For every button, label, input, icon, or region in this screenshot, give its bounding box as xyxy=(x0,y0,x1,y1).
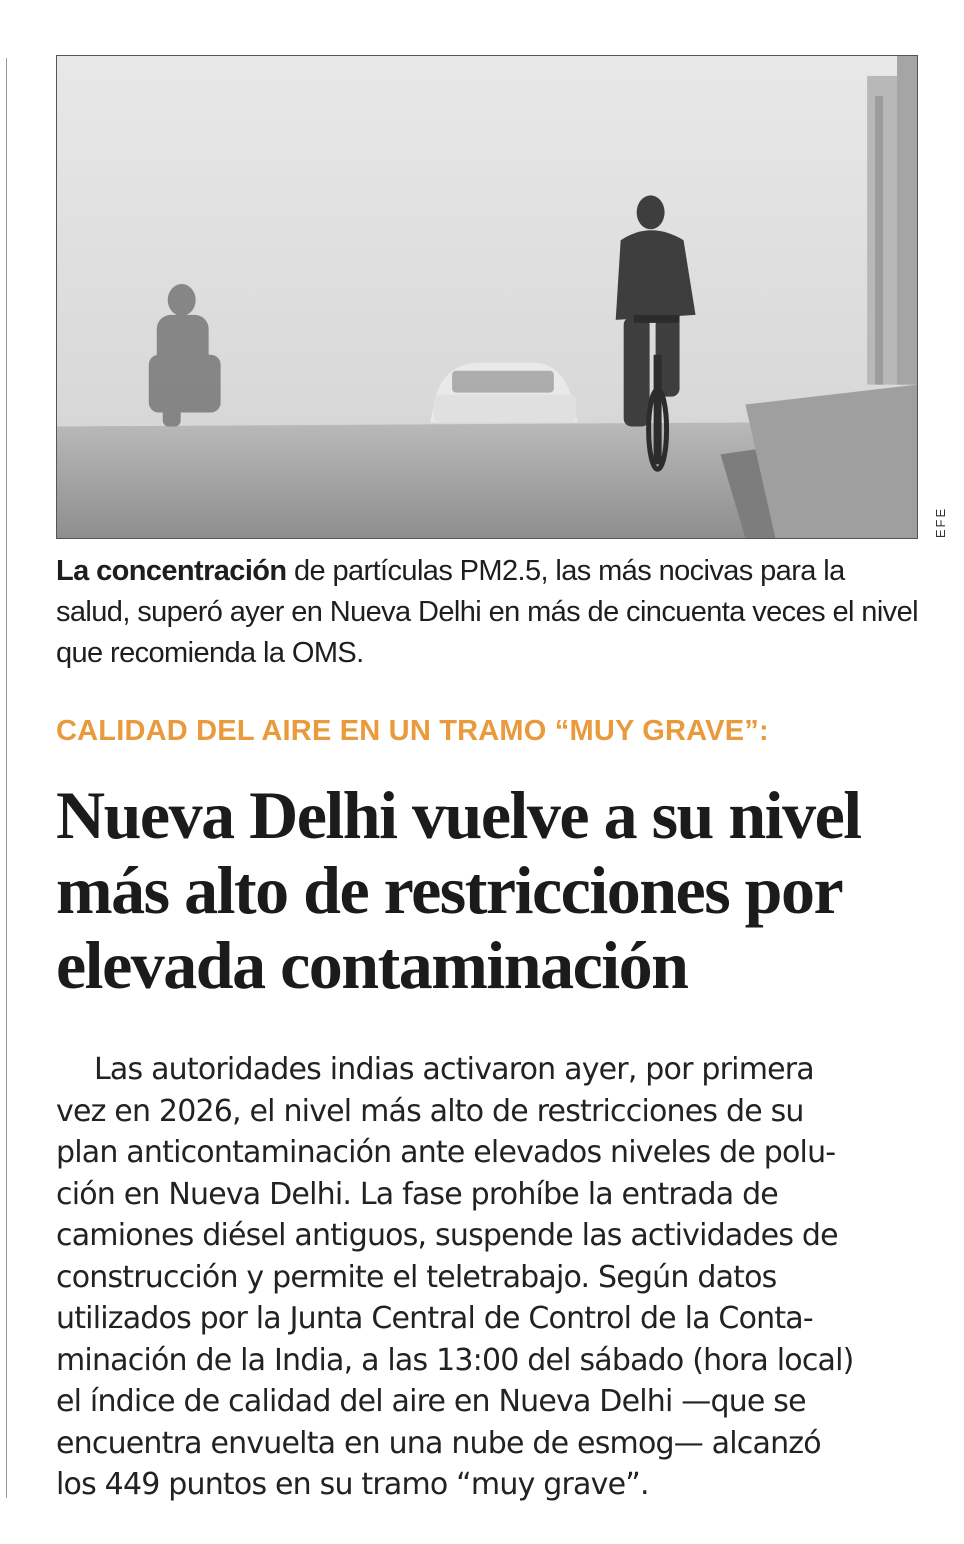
caption-text: de partículas PM2.5, las más nocivas para la salud, superó ayer en Nueva Delhi en más de cincuenta veces el nivel que recomienda la OMS. xyxy=(56,555,918,669)
body-line: construcción y permite el teletrabajo. Según datos xyxy=(56,1259,777,1295)
headline-line: Nueva Delhi vuelve a su nivel xyxy=(56,777,861,853)
photo-caption xyxy=(56,551,922,674)
photo-credit xyxy=(922,504,960,540)
news-photo xyxy=(56,55,918,539)
body-line: utilizados por la Junta Central de Control de la Conta- xyxy=(56,1301,813,1336)
body-line: los 449 puntos en su tramo “muy grave”. xyxy=(56,1467,649,1502)
photo-credit-text: EFE xyxy=(933,506,949,538)
body-line: plan anticontaminación ante elevados niveles de polu- xyxy=(56,1135,836,1170)
headline-line: elevada contaminación xyxy=(56,927,688,1003)
caption-lead: La concentración xyxy=(56,555,287,587)
body-line: ción en Nueva Delhi. La fase prohíbe la entrada de xyxy=(56,1176,778,1212)
body-line: camiones diésel antiguos, suspende las actividades de xyxy=(56,1218,838,1253)
body-line: encuentra envuelta en una nube de esmog— alcanzó xyxy=(56,1425,821,1461)
body-line: el índice de calidad del aire en Nueva Delhi —que se xyxy=(56,1384,806,1419)
headline xyxy=(56,778,936,1003)
section-kicker: CALIDAD DEL AIRE EN UN TRAMO “MUY GRAVE”: xyxy=(56,715,769,747)
headline-line: más alto de restricciones por xyxy=(56,852,843,928)
body-line: minación de la India, a las 13:00 del sábado (hora local) xyxy=(56,1342,854,1378)
article-body xyxy=(56,1049,922,1506)
body-line: vez en 2026, el nivel más alto de restricciones de su xyxy=(56,1093,804,1129)
body-line: Las autoridades indias activaron ayer, por primera xyxy=(94,1052,814,1087)
column-rule xyxy=(6,58,7,1498)
